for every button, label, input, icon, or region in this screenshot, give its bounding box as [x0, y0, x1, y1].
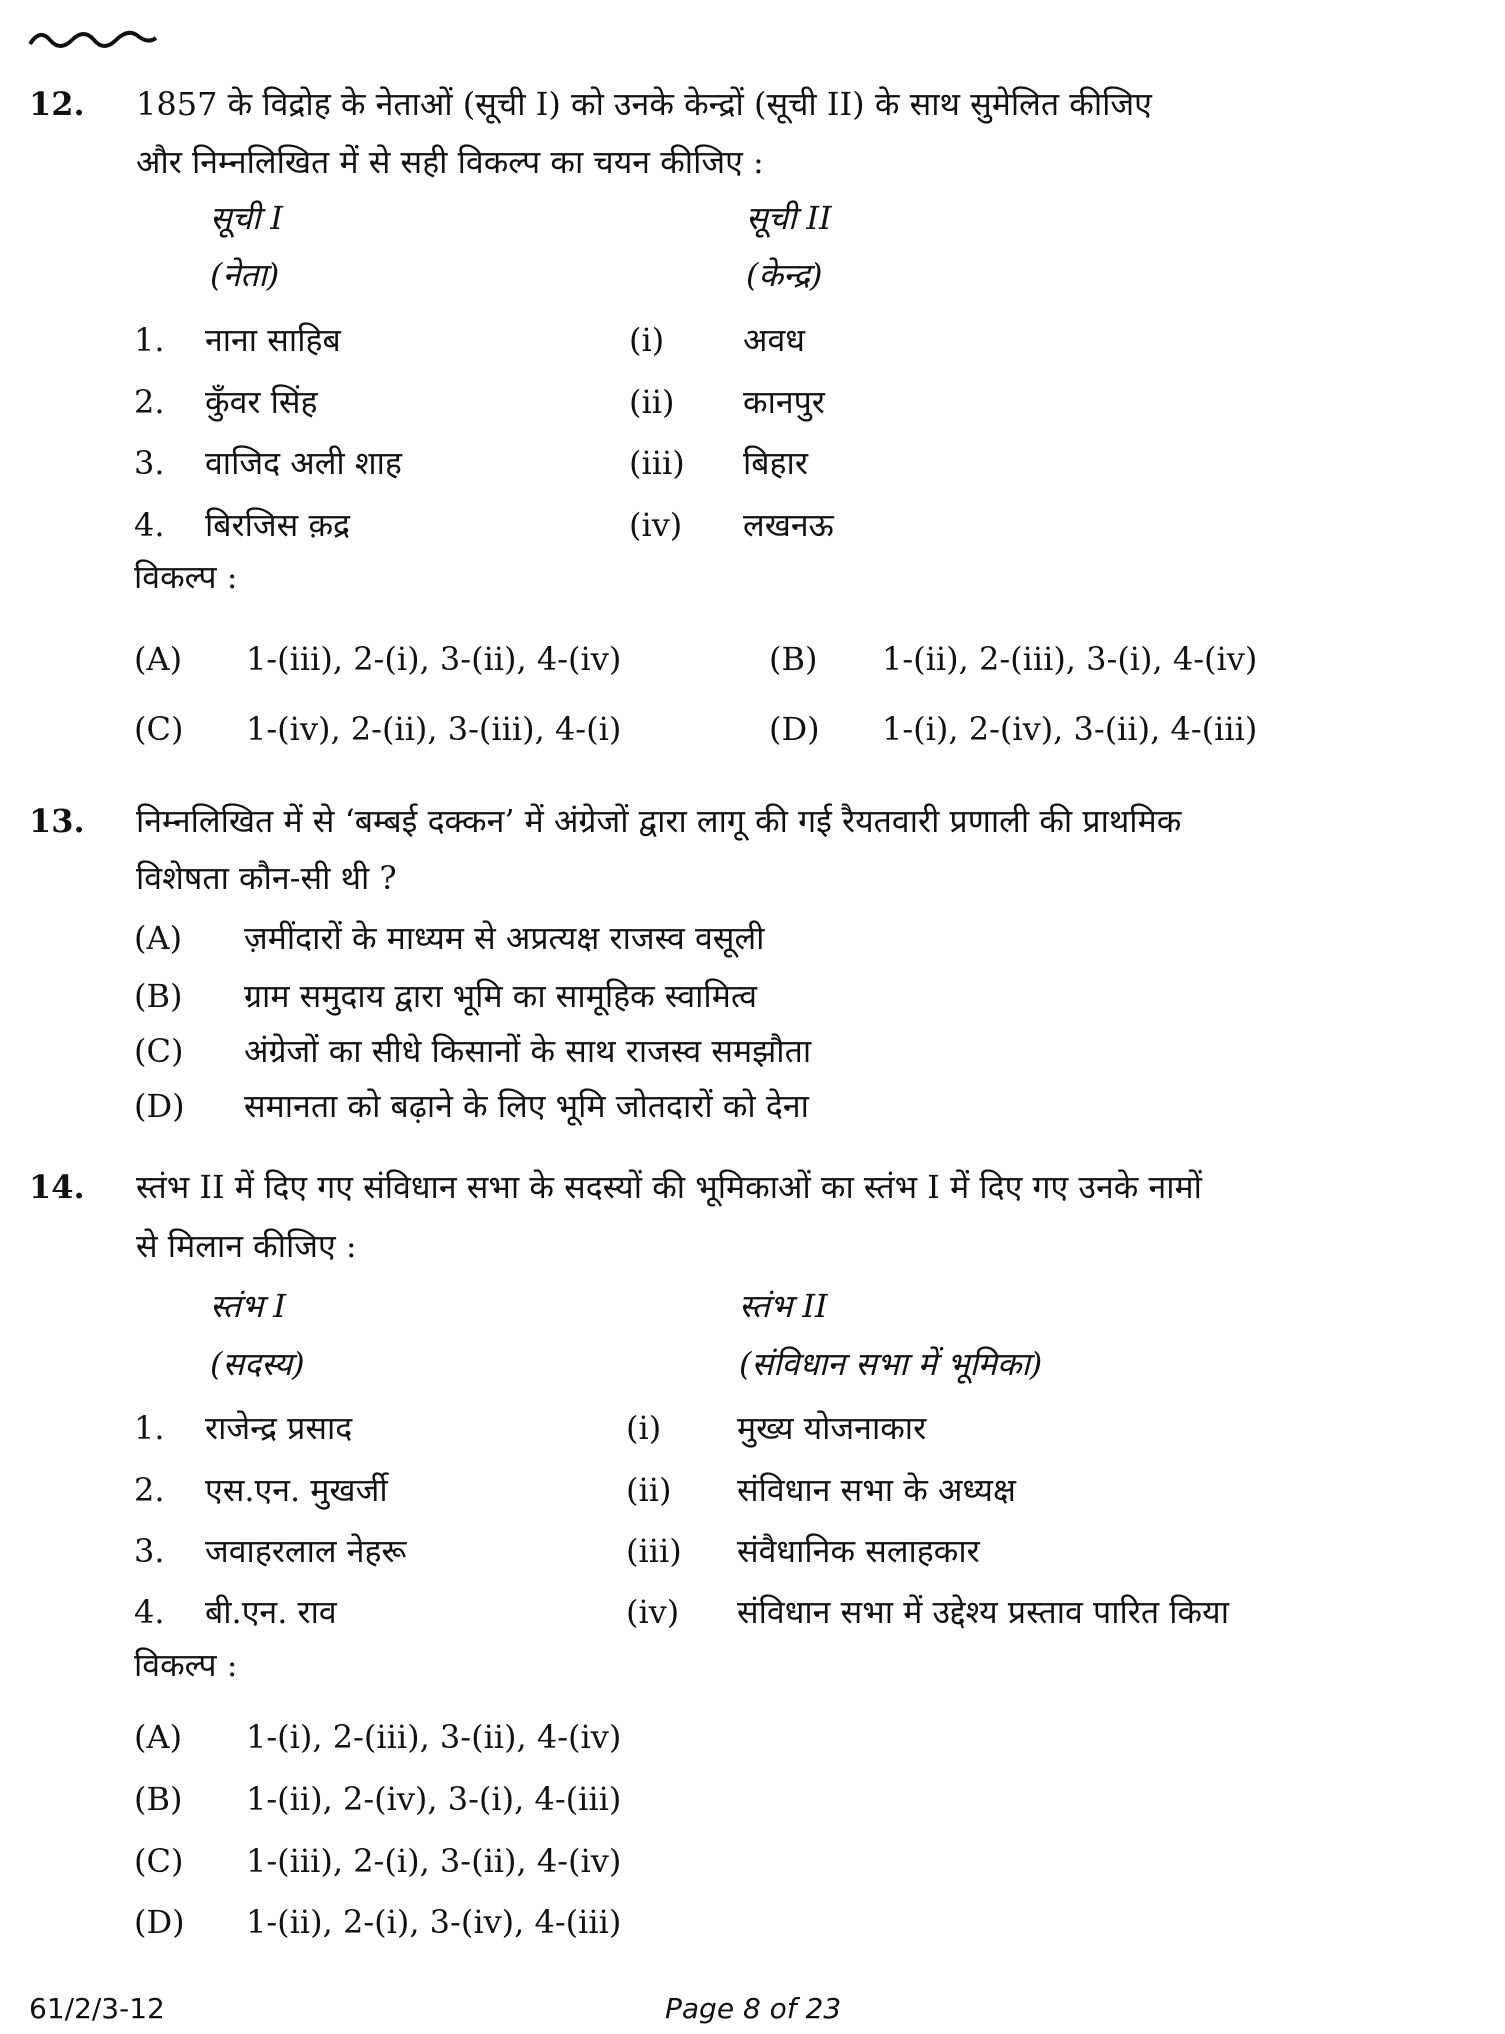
question-text-line1: स्तंभ II में दिए गए संविधान सभा के सदस्यों की भूमिकाओं का स्तंभ I में दिए गए उनके नामों: [136, 1168, 1202, 1206]
leader-name: नाना साहिब: [205, 321, 341, 359]
question-text-line1: 1857 के विद्रोह के नेताओं (सूची I) को उनके केन्द्रों (सूची II) के साथ सुमेलित कीजिए: [136, 85, 1152, 123]
roman-numeral: (iii): [629, 444, 685, 482]
member-name: बी.एन. राव: [205, 1593, 337, 1631]
list-1-subtitle: (नेता): [210, 256, 280, 294]
row-number: 3.: [134, 1532, 165, 1570]
roman-numeral: (iii): [626, 1532, 682, 1570]
option-text: ज़मींदारों के माध्यम से अप्रत्यक्ष राजस्व वसूली: [244, 919, 765, 957]
option-text: 1-(iii), 2-(i), 3-(ii), 4-(iv): [246, 640, 622, 678]
option-label: (D): [134, 1087, 185, 1125]
option-label: (D): [134, 1903, 185, 1941]
option-label: (C): [134, 710, 184, 748]
member-name: जवाहरलाल नेहरू: [205, 1532, 407, 1570]
option-text: 1-(ii), 2-(iii), 3-(i), 4-(iv): [882, 640, 1258, 678]
row-number: 2.: [134, 1471, 165, 1509]
options-label: विकल्प :: [134, 1646, 238, 1684]
row-number: 1.: [134, 321, 165, 359]
option-label: (B): [134, 1780, 183, 1818]
roman-numeral: (iv): [626, 1593, 680, 1631]
question-number: 14.: [29, 1168, 85, 1206]
option-label: (D): [769, 710, 820, 748]
option-text: ग्राम समुदाय द्वारा भूमि का सामूहिक स्वामित्व: [244, 977, 758, 1015]
row-number: 3.: [134, 444, 165, 482]
list-2-subtitle: (केन्द्र): [746, 256, 823, 294]
role-text: संविधान सभा में उद्देश्य प्रस्ताव पारित किया: [737, 1593, 1229, 1631]
option-text: 1-(i), 2-(iv), 3-(ii), 4-(iii): [882, 710, 1258, 748]
option-label: (C): [134, 1032, 184, 1070]
role-text: संविधान सभा के अध्यक्ष: [737, 1471, 1016, 1509]
paper-code: 61/2/3-12: [29, 1992, 165, 2025]
centre-name: अवध: [743, 321, 805, 359]
question-text-line2: से मिलान कीजिए :: [136, 1227, 357, 1265]
list-1-title: सूची I: [210, 199, 284, 237]
member-name: एस.एन. मुखर्जी: [205, 1471, 388, 1509]
option-text: 1-(i), 2-(iii), 3-(ii), 4-(iv): [246, 1718, 622, 1756]
option-label: (A): [134, 640, 183, 678]
roman-numeral: (ii): [629, 383, 675, 421]
option-text: 1-(iii), 2-(i), 3-(ii), 4-(iv): [246, 1842, 622, 1880]
centre-name: लखनऊ: [743, 506, 834, 544]
centre-name: कानपुर: [743, 383, 825, 421]
option-label: (B): [134, 977, 183, 1015]
member-name: राजेन्द्र प्रसाद: [205, 1409, 353, 1447]
row-number: 1.: [134, 1409, 165, 1447]
page-number: Page 8 of 23: [665, 1992, 842, 2025]
leader-name: कुँवर सिंह: [205, 383, 318, 421]
column-2-subtitle: (संविधान सभा में भूमिका): [739, 1345, 1043, 1383]
centre-name: बिहार: [743, 444, 808, 482]
column-1-subtitle: (सदस्य): [210, 1345, 305, 1383]
option-label: (A): [134, 1718, 183, 1756]
roman-numeral: (iv): [629, 506, 683, 544]
row-number: 4.: [134, 506, 165, 544]
role-text: मुख्य योजनाकार: [737, 1409, 927, 1447]
squiggle-mark: [28, 26, 158, 52]
row-number: 4.: [134, 1593, 165, 1631]
question-text-line2: और निम्नलिखित में से सही विकल्प का चयन कीजिए :: [136, 143, 764, 181]
role-text: संवैधानिक सलाहकार: [737, 1532, 980, 1570]
option-text: 1-(ii), 2-(iv), 3-(i), 4-(iii): [246, 1780, 622, 1818]
roman-numeral: (i): [626, 1409, 662, 1447]
question-text-line2: विशेषता कौन-सी थी ?: [136, 859, 397, 897]
option-text: 1-(iv), 2-(ii), 3-(iii), 4-(i): [246, 710, 622, 748]
leader-name: बिरजिस क़द्र: [205, 506, 351, 544]
option-text: 1-(ii), 2-(i), 3-(iv), 4-(iii): [246, 1903, 622, 1941]
roman-numeral: (ii): [626, 1471, 672, 1509]
option-label: (C): [134, 1842, 184, 1880]
option-label: (A): [134, 919, 183, 957]
column-1-title: स्तंभ I: [210, 1287, 286, 1325]
column-2-title: स्तंभ II: [739, 1287, 828, 1325]
question-number: 13.: [29, 802, 85, 840]
question-text-line1: निम्नलिखित में से ‘बम्बई दक्कन’ में अंग्रेजों द्वारा लागू की गई रैयतवारी प्रणाली की प्राथमिक: [136, 802, 1182, 840]
roman-numeral: (i): [629, 321, 665, 359]
row-number: 2.: [134, 383, 165, 421]
leader-name: वाजिद अली शाह: [205, 444, 402, 482]
option-text: अंग्रेजों का सीधे किसानों के साथ राजस्व समझौता: [244, 1032, 812, 1070]
options-label: विकल्प :: [134, 558, 238, 596]
list-2-title: सूची II: [746, 199, 832, 237]
question-number: 12.: [29, 85, 85, 123]
option-text: समानता को बढ़ाने के लिए भूमि जोतदारों को देना: [244, 1087, 809, 1125]
option-label: (B): [769, 640, 818, 678]
